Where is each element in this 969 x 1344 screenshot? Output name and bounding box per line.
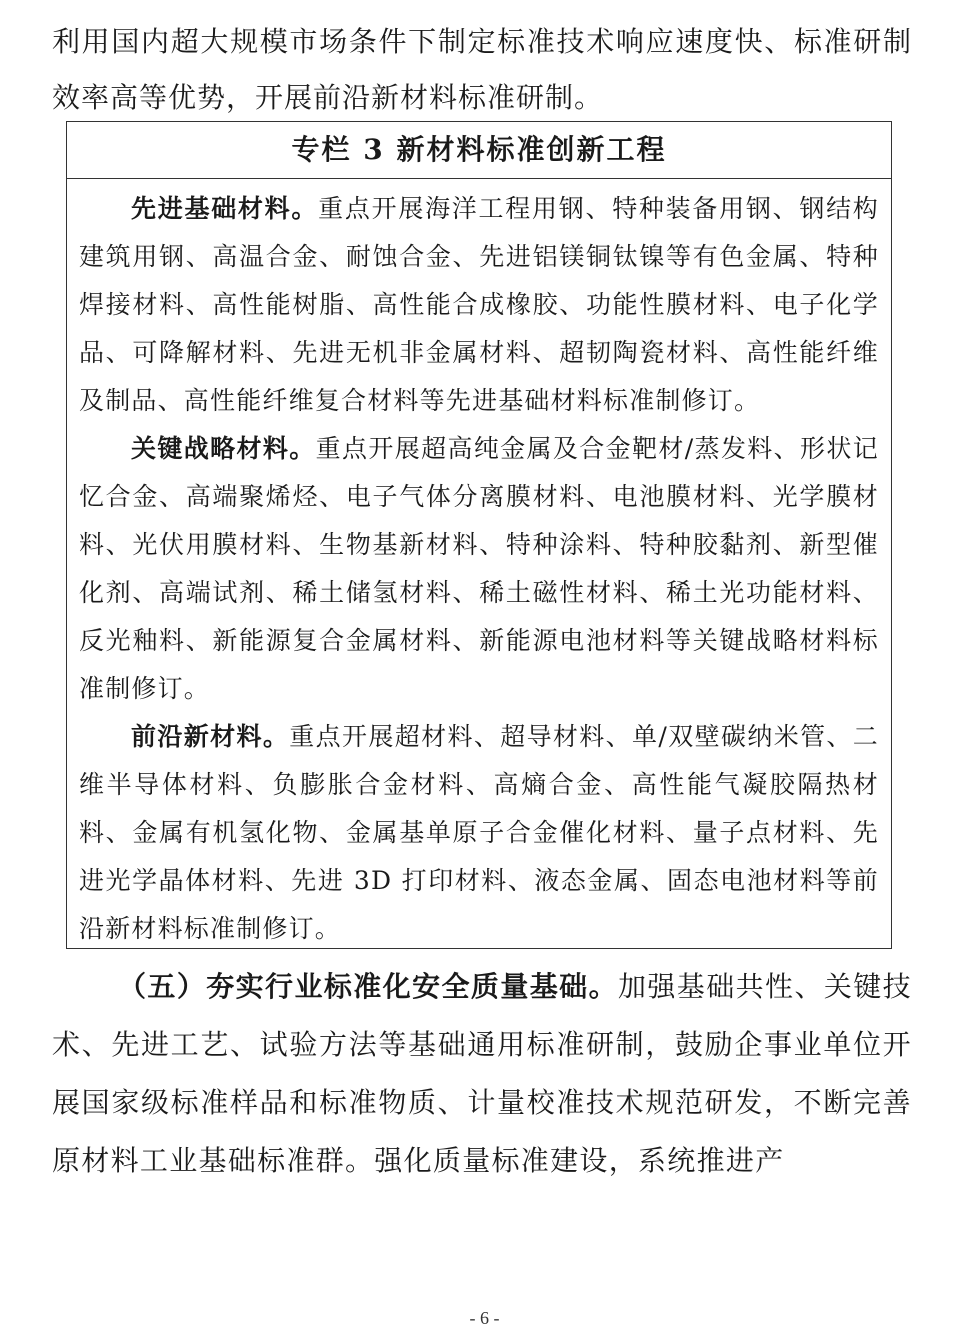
section-five-paragraph [52, 958, 912, 1190]
column-item-frontier-new-materials [79, 713, 879, 953]
item-lead: 前沿新材料。 [131, 722, 290, 751]
column-box [66, 121, 892, 949]
item-lead: 关键战略材料。 [131, 434, 316, 463]
item-text: 重点开展超高纯金属及合金靶材/蒸发料、形状记忆合金、高端聚烯烃、电子气体分离膜材料、电池膜材料、光学膜材料、光伏用膜材料、生物基新材料、特种涂料、特种胶黏剂、新型催化剂、高端试剂、稀土储氢材料、稀土磁性材料、稀土光功能材料、反光釉料、新能源复合金属材料、新能源电池材料等关键战略材料标准制修订。 [79, 434, 879, 703]
page-number: - 6 - [469, 1308, 500, 1328]
item-text: 重点开展海洋工程用钢、特种装备用钢、钢结构建筑用钢、高温合金、耐蚀合金、先进铝镁铜钛镍等有色金属、特种焊接材料、高性能树脂、高性能合成橡胶、功能性膜材料、电子化学品、可降解材料、先进无机非金属材料、超韧陶瓷材料、高性能纤维及制品、高性能纤维复合材料等先进基础材料标准制修订。 [79, 194, 880, 415]
section-heading: （五）夯实行业标准化安全质量基础。 [118, 970, 618, 1003]
item-lead: 先进基础材料。 [131, 194, 319, 223]
column-title: 专栏 3 新材料标准创新工程 [67, 122, 891, 179]
column-item-advanced-basic-materials [79, 185, 879, 425]
intro-paragraph: 利用国内超大规模市场条件下制定标准技术响应速度快、标准研制效率高等优势，开展前沿新材料标准研制。 [52, 25, 912, 114]
column-item-key-strategic-materials [79, 425, 879, 713]
item-text: 重点开展超材料、超导材料、单/双壁碳纳米管、二维半导体材料、负膨胀合金材料、高熵合金、高性能气凝胶隔热材料、金属有机氢化物、金属基单原子合金催化材料、量子点材料、先进光学晶体材料、先进 3D 打印材料、液态金属、固态电池材料等前沿新材料标准制修订。 [79, 722, 880, 943]
section-text: 加强基础共性、关键技术、先进工艺、试验方法等基础通用标准研制，鼓励企事业单位开展国家级标准样品和标准物质、计量校准技术规范研发，不断完善原材料工业基础标准群。强化质量标准建设，系统推进产 [52, 970, 912, 1177]
column-body [67, 179, 891, 953]
